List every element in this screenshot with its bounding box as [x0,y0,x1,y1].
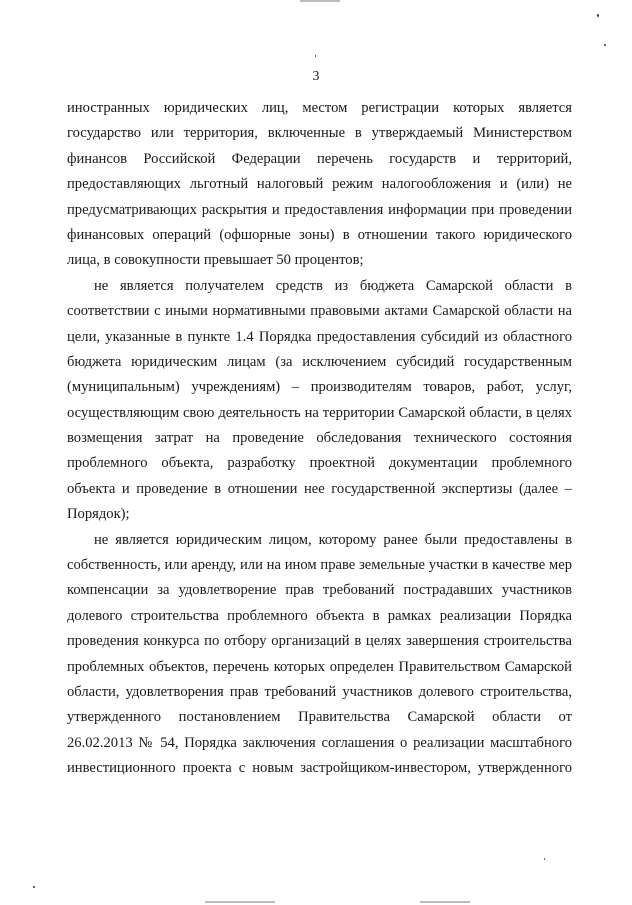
text-line: области, удовлетворения прав требований участников долевого строительства, [67,683,572,700]
text-line: инвестиционного проекта с новым застройщиком-инвестором, утвержденного [67,760,572,777]
text-line: собственность, или аренду, или на ином праве земельные участки в качестве мер [67,557,572,574]
document-body [67,96,572,782]
scan-speck [597,14,599,17]
text-line: предоставляющих льготный налоговый режим налогообложения и (или) не [67,176,572,193]
text-line: иностранных юридических лиц, местом регистрации которых является [67,100,572,116]
text-line: объекта и проведение в отношении нее государственной экспертизы (далее – [67,480,572,497]
text-line: утвержденного постановлением Правительства Самарской области от [67,709,572,726]
text-line: долевого строительства проблемного объекта в рамках реализации Порядка [67,607,572,624]
paragraph-first-line: не является получателем средств из бюджета Самарской области в [94,277,572,294]
text-line: возмещения затрат на проведение обследования технического состояния [67,430,572,447]
text-line: лица, в совокупности превышает 50 процентов; [67,252,364,269]
text-line: компенсации за удовлетворение прав требований пострадавших участников [67,582,572,599]
text-line: проблемного объекта, разработку проектной документации проблемного [67,455,572,472]
text-line: предусматривающих раскрытия и предоставления информации при проведении [67,201,572,218]
scan-speck [33,886,35,888]
text-line: финансов Российской Федерации перечень государств и территорий, [67,150,572,167]
scan-edge-mark [205,901,275,903]
scan-speck [544,858,545,860]
text-line: осуществляющим свою деятельность на территории Самарской области, в целях [67,404,572,421]
text-line: бюджета юридическим лицам (за исключением субсидий государственным [67,353,572,370]
text-line: проблемных объектов, перечень которых определен Правительством Самарской [67,658,572,675]
page-number: 3 [312,69,320,84]
text-line: (муниципальным) учреждениям) – производителям товаров, работ, услуг, [67,379,572,396]
text-line: цели, указанные в пункте 1.4 Порядка предоставления субсидий из областного [67,328,572,345]
text-line: финансовых операций (офшорные зоны) в отношении такого юридического [67,226,572,243]
scan-speck [604,44,606,46]
text-line: проведения конкурса по отбору организаций в целях завершения строительства [67,633,572,650]
text-line: Порядок); [67,506,130,523]
text-line: 26.02.2013 № 54, Порядка заключения соглашения о реализации масштабного [67,734,572,751]
text-line: соответствии с иными нормативными правовыми актами Самарской области на [67,303,572,320]
scan-edge-mark [420,901,470,903]
text-line: государство или территория, включенные в утверждаемый Министерством [67,125,572,142]
scan-edge-mark [300,0,340,2]
paragraph-first-line: не является юридическим лицом, которому ранее были предоставлены в [94,531,572,548]
scan-speck [315,55,316,57]
